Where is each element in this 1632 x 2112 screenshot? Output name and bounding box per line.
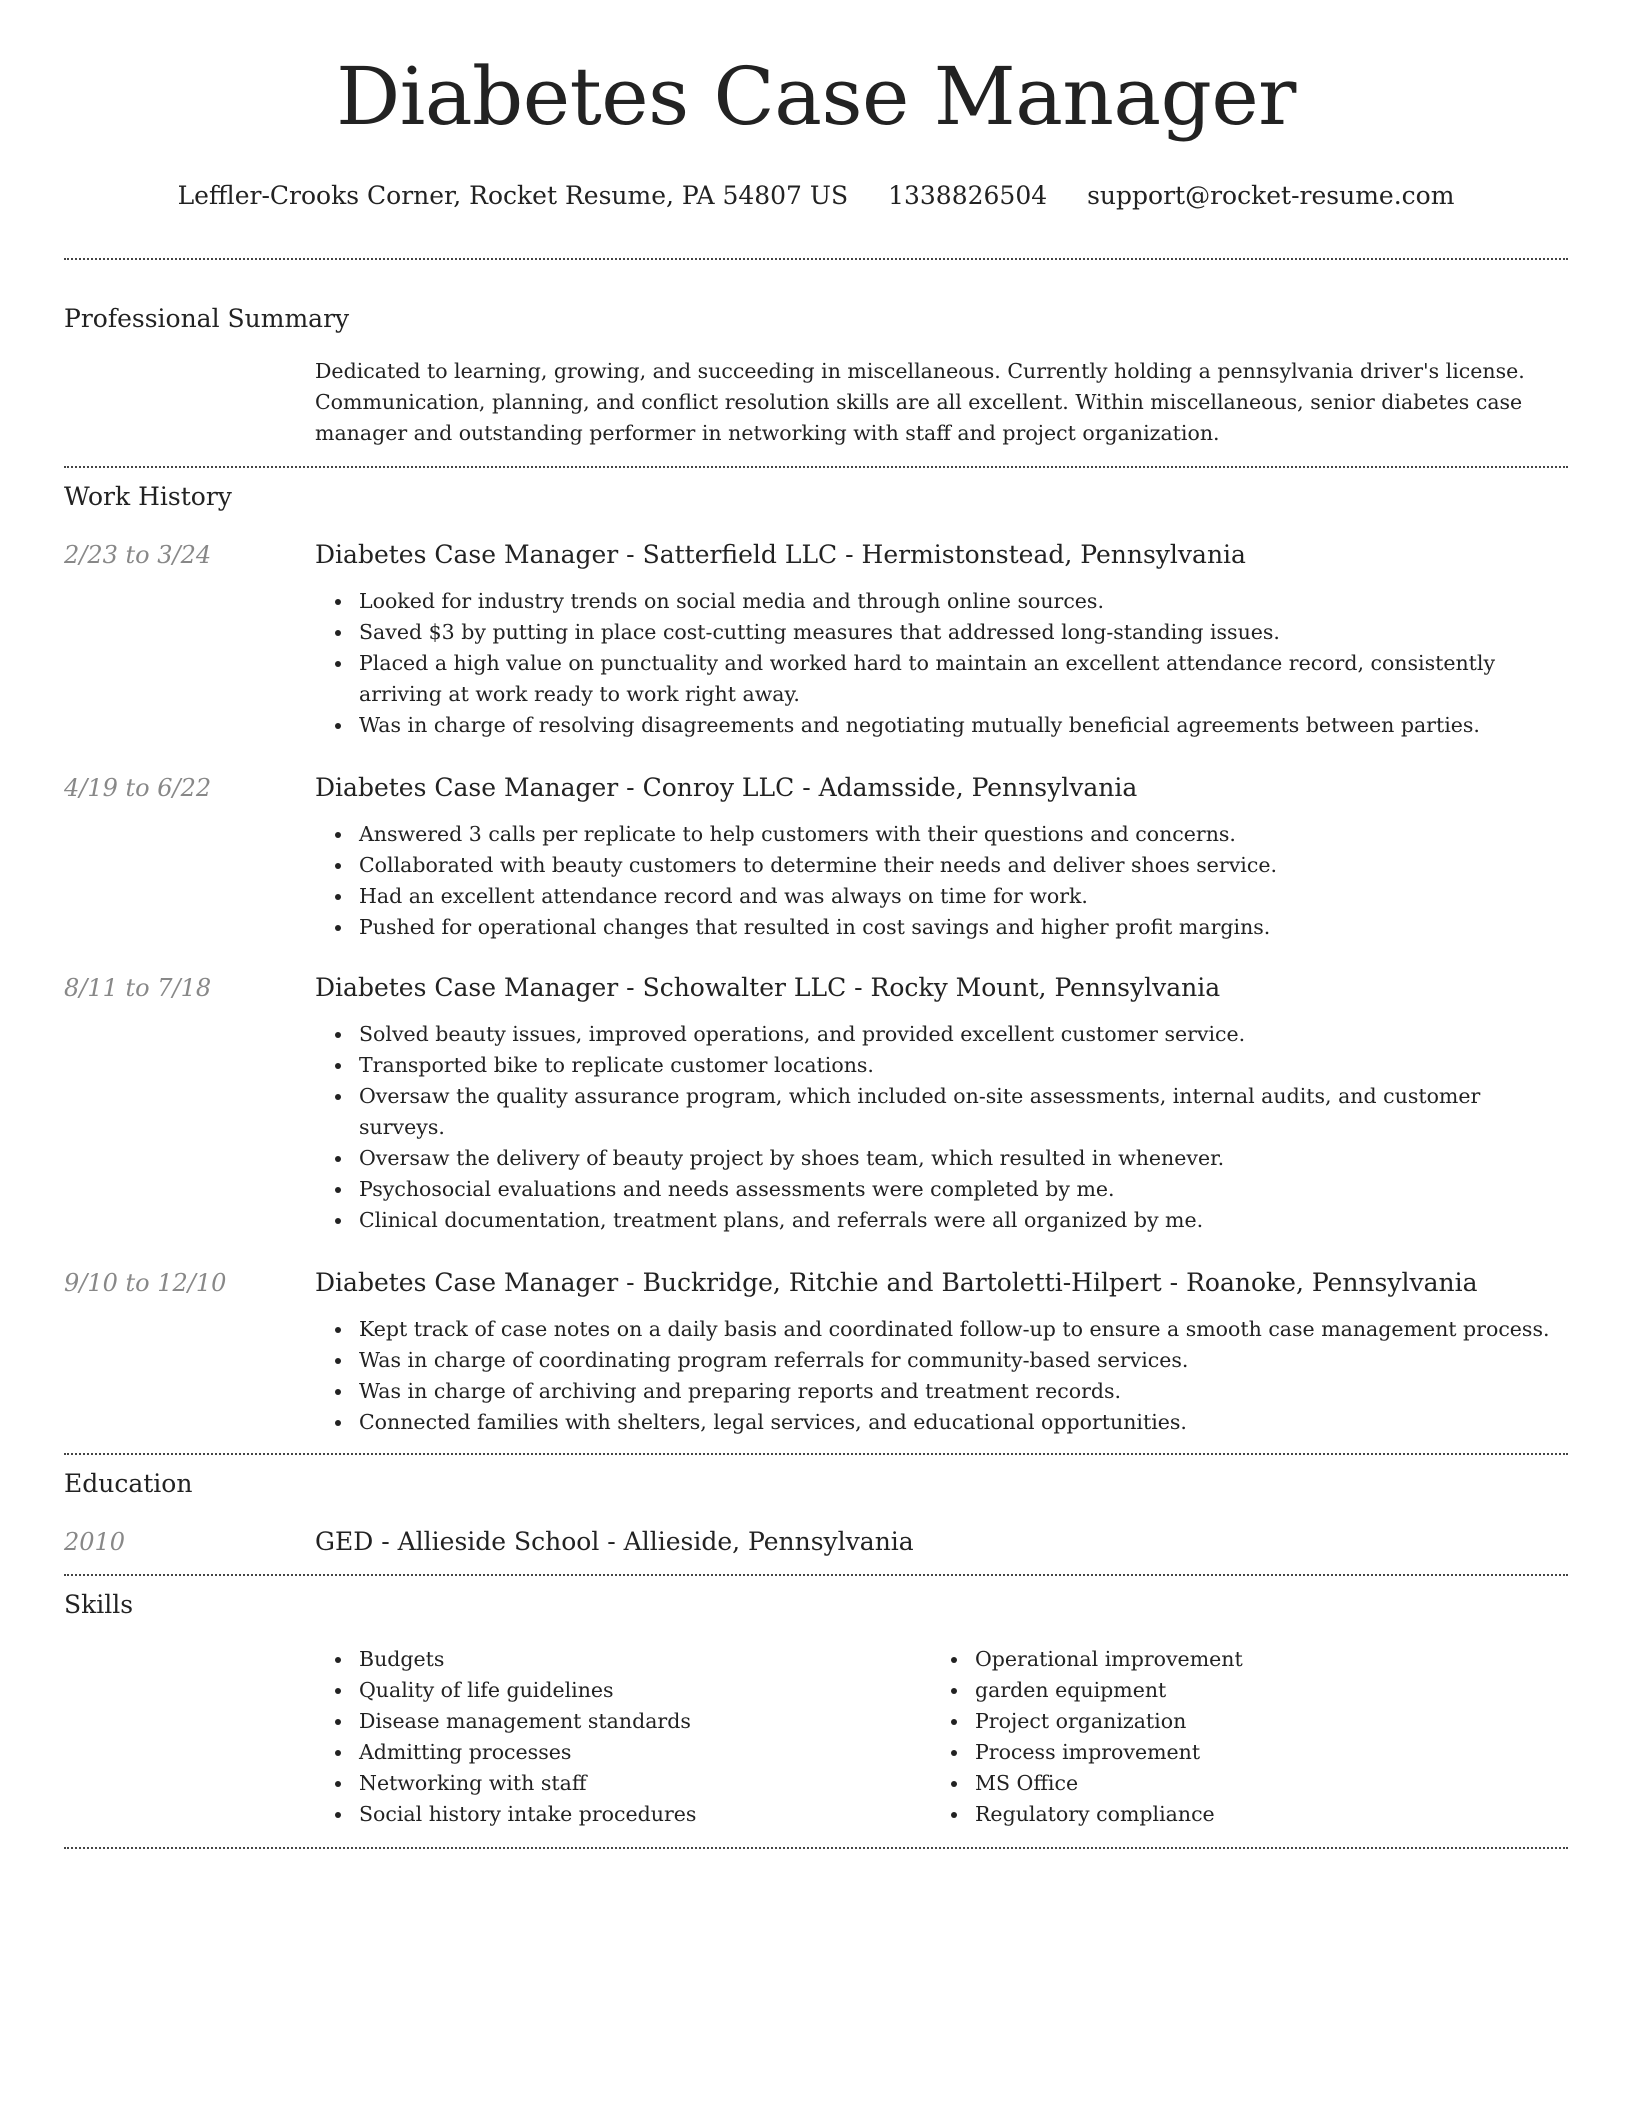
skill-item: Project organization	[931, 1706, 1547, 1737]
skill-item: Quality of life guidelines	[315, 1675, 931, 1706]
job-entry	[64, 1267, 1568, 1438]
skills-list-right	[931, 1644, 1547, 1830]
list-item: Transported bike to replicate customer locations.	[315, 1050, 1568, 1081]
summary-text: Dedicated to learning, growing, and succeeding in miscellaneous. Currently holding a pennsylvania driver's license. Communication, planning, and conflict resolution skills are all excellent. Within miscellaneous, senior diabetes case manager and outstanding performer in networking with staff and project organization.	[315, 359, 1525, 445]
list-item: Saved $3 by putting in place cost-cutting measures that addressed long-standing issues.	[315, 617, 1568, 648]
skill-item: garden equipment	[931, 1675, 1547, 1706]
list-item: Was in charge of archiving and preparing reports and treatment records.	[315, 1376, 1568, 1407]
list-item: Collaborated with beauty customers to determine their needs and deliver shoes service.	[315, 850, 1568, 881]
divider	[64, 258, 1568, 260]
divider	[64, 466, 1568, 468]
education-title: GED - Allieside School - Allieside, Pennsylvania	[315, 1527, 914, 1556]
list-item: Pushed for operational changes that resulted in cost savings and higher profit margins.	[315, 912, 1568, 943]
summary-section	[64, 302, 1568, 449]
list-item: Looked for industry trends on social media and through online sources.	[315, 586, 1568, 617]
skills-list-left	[315, 1644, 931, 1830]
skill-item: Disease management standards	[315, 1706, 931, 1737]
divider	[64, 1574, 1568, 1576]
job-bullets	[315, 586, 1568, 741]
education-entry	[64, 1526, 1568, 1558]
skill-item: Operational improvement	[931, 1644, 1547, 1675]
skill-item: Regulatory compliance	[931, 1799, 1547, 1830]
job-date: 9/10 to 12/10	[64, 1269, 227, 1297]
job-title: Diabetes Case Manager - Schowalter LLC - Rocky Mount, Pennsylvania	[315, 973, 1221, 1002]
skills-section	[64, 1588, 1568, 1830]
section-title-education: Education	[64, 1469, 193, 1498]
job-bullets	[315, 1314, 1568, 1438]
job-date: 8/11 to 7/18	[64, 974, 212, 1002]
skill-item: Budgets	[315, 1644, 931, 1675]
skill-item: Process improvement	[931, 1737, 1547, 1768]
job-entry	[64, 772, 1568, 943]
job-entry	[64, 539, 1568, 741]
job-title: Diabetes Case Manager - Buckridge, Ritchie and Bartoletti-Hilpert - Roanoke, Pennsylvania	[315, 1268, 1478, 1297]
section-title-work: Work History	[64, 482, 232, 511]
resume-page	[64, 0, 1568, 1849]
contact-phone: 1338826504	[888, 181, 1048, 210]
contact-line	[64, 180, 1568, 212]
skill-item: Social history intake procedures	[315, 1799, 931, 1830]
education-section	[64, 1467, 1568, 1558]
list-item: Oversaw the delivery of beauty project by shoes team, which resulted in whenever.	[315, 1143, 1568, 1174]
contact-email: support@rocket-resume.com	[1087, 181, 1455, 210]
job-date: 2/23 to 3/24	[64, 541, 212, 569]
divider	[64, 1453, 1568, 1455]
list-item: Had an excellent attendance record and was always on time for work.	[315, 881, 1568, 912]
skill-item: MS Office	[931, 1768, 1547, 1799]
list-item: Clinical documentation, treatment plans, and referrals were all organized by me.	[315, 1205, 1568, 1236]
skill-item: Networking with staff	[315, 1768, 931, 1799]
list-item: Connected families with shelters, legal services, and educational opportunities.	[315, 1407, 1568, 1438]
resume-name: Diabetes Case Manager	[336, 50, 1296, 143]
job-entry	[64, 972, 1568, 1236]
work-section	[64, 480, 1568, 1438]
list-item: Oversaw the quality assurance program, which included on-site assessments, internal audits, and customer surveys.	[315, 1081, 1568, 1143]
section-title-summary: Professional Summary	[64, 304, 350, 333]
list-item: Was in charge of coordinating program referrals for community-based services.	[315, 1345, 1568, 1376]
education-date: 2010	[64, 1528, 126, 1556]
list-item: Kept track of case notes on a daily basis and coordinated follow-up to ensure a smooth case management process.	[315, 1314, 1568, 1345]
job-title: Diabetes Case Manager - Conroy LLC - Adamsside, Pennsylvania	[315, 773, 1138, 802]
job-bullets	[315, 1019, 1568, 1236]
section-title-skills: Skills	[64, 1590, 134, 1619]
skills-columns	[315, 1644, 1568, 1830]
divider	[64, 1847, 1568, 1849]
list-item: Psychosocial evaluations and needs assessments were completed by me.	[315, 1174, 1568, 1205]
skill-item: Admitting processes	[315, 1737, 931, 1768]
job-date: 4/19 to 6/22	[64, 774, 212, 802]
list-item: Solved beauty issues, improved operations, and provided excellent customer service.	[315, 1019, 1568, 1050]
job-bullets	[315, 819, 1568, 943]
contact-address: Leffler-Crooks Corner, Rocket Resume, PA 54807 US	[177, 181, 849, 210]
list-item: Answered 3 calls per replicate to help customers with their questions and concerns.	[315, 819, 1568, 850]
list-item: Placed a high value on punctuality and worked hard to maintain an excellent attendance record, consistently arriving at work ready to work right away.	[315, 648, 1568, 710]
list-item: Was in charge of resolving disagreements and negotiating mutually beneficial agreements between parties.	[315, 710, 1568, 741]
job-title: Diabetes Case Manager - Satterfield LLC - Hermistonstead, Pennsylvania	[315, 540, 1246, 569]
